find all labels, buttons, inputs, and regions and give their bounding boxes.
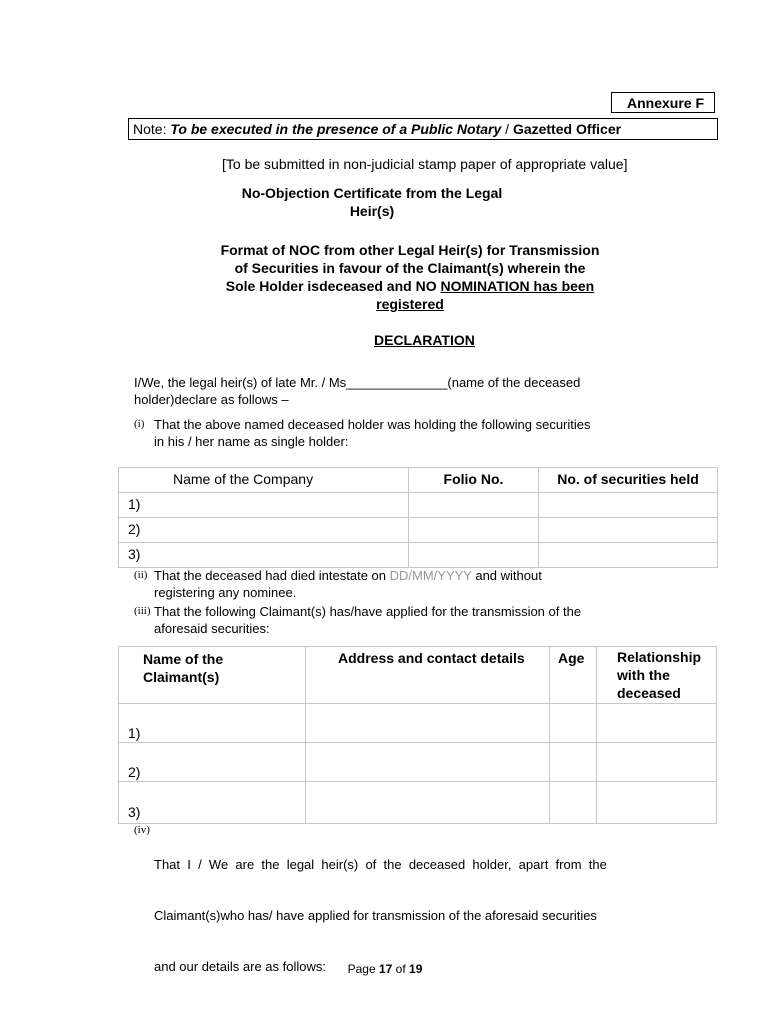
table-row <box>119 743 717 782</box>
page-footer <box>0 962 770 976</box>
row-number: 3) <box>119 543 409 568</box>
row-number: 2) <box>119 743 306 782</box>
row-number: 1) <box>119 704 306 743</box>
item-iv-line3: and our details are as follows: <box>154 959 326 974</box>
row-number: 2) <box>119 518 409 543</box>
intro-line2: holder)declare as follows – <box>134 392 289 407</box>
item-ii-post: and without <box>471 568 542 583</box>
table-row <box>119 518 718 543</box>
securities-cell[interactable] <box>539 493 718 518</box>
certificate-title <box>232 184 512 220</box>
format-title-line3 <box>205 277 615 295</box>
item-i <box>134 416 634 452</box>
item-iii-number: (iii) <box>134 605 151 617</box>
claimant-table <box>118 646 717 824</box>
item-iii <box>134 603 634 639</box>
header-address: Address and contact details <box>306 647 550 704</box>
format-title-line2: of Securities in favour of the Claimant(s) wherein the <box>234 260 586 276</box>
intro-paragraph <box>134 374 634 408</box>
address-cell[interactable] <box>306 743 550 782</box>
folio-cell[interactable] <box>409 543 539 568</box>
page-word: Page <box>347 962 376 976</box>
declaration-heading: DECLARATION <box>374 332 475 348</box>
item-ii-pre: That the deceased had died intestate on <box>154 568 390 583</box>
item-iii-line2: aforesaid securities: <box>154 621 270 636</box>
of-word: of <box>395 962 406 976</box>
relationship-cell[interactable] <box>597 704 717 743</box>
certificate-title-line1: No-Objection Certificate from the Legal <box>241 185 503 201</box>
row-number: 1) <box>119 493 409 518</box>
item-iv-text <box>154 822 631 1009</box>
item-iii-line1: That the following Claimant(s) has/have applied for the transmission of the <box>154 604 582 619</box>
header-claimant-name <box>119 647 306 704</box>
item-i-line2: in his / her name as single holder: <box>154 434 349 449</box>
address-cell[interactable] <box>306 782 550 824</box>
age-cell[interactable] <box>550 743 597 782</box>
relationship-cell[interactable] <box>597 782 717 824</box>
format-title <box>205 241 615 313</box>
total-pages: 19 <box>409 962 423 976</box>
item-iv-number: (iv) <box>134 824 150 836</box>
table-row <box>119 782 717 824</box>
note-separator: / <box>505 121 510 137</box>
current-page: 17 <box>378 962 393 976</box>
relationship-cell[interactable] <box>597 743 717 782</box>
annexure-label: Annexure F <box>611 92 715 113</box>
row-number: 3) <box>119 782 306 824</box>
date-placeholder[interactable]: DD/MM/YYYY <box>389 568 472 583</box>
intro-line1: I/We, the legal heir(s) of late Mr. / Ms______________(name of the deceased <box>134 375 581 390</box>
age-cell[interactable] <box>550 782 597 824</box>
header-company-name: Name of the Company <box>119 468 409 493</box>
note-box <box>128 118 718 140</box>
header-claimant-name-text: Name of the Claimant(s) <box>143 651 224 685</box>
header-folio-no: Folio No. <box>409 468 539 493</box>
format-title-line4-underlined: registered <box>376 296 444 312</box>
address-cell[interactable] <box>306 704 550 743</box>
item-ii <box>134 567 634 603</box>
format-title-line3-pre: Sole Holder isdeceased and NO <box>225 278 441 294</box>
folio-cell[interactable] <box>409 518 539 543</box>
note-rest: Gazetted Officer <box>512 121 622 137</box>
stamp-paper-note: [To be submitted in non-judicial stamp paper of appropriate value] <box>222 156 628 172</box>
header-relationship <box>597 647 717 704</box>
format-title-line1: Format of NOC from other Legal Heir(s) for Transmission <box>220 242 600 258</box>
securities-header-row <box>119 468 718 493</box>
item-iv-line1: That I / We are the legal heir(s) of the deceased holder, apart from the <box>154 857 607 872</box>
item-iii-text <box>154 603 631 637</box>
table-row <box>119 704 717 743</box>
item-ii-line1 <box>154 567 631 584</box>
item-ii-line2: registering any nominee. <box>154 585 297 600</box>
header-securities-held: No. of securities held <box>539 468 718 493</box>
securities-cell[interactable] <box>539 518 718 543</box>
note-label: Note: <box>133 121 167 137</box>
item-i-text <box>154 416 631 450</box>
table-row <box>119 543 718 568</box>
format-title-line3-underlined: NOMINATION has been <box>440 278 595 294</box>
item-ii-text <box>154 567 631 601</box>
note-italic-text: To be executed in the presence of a Public Notary <box>170 121 502 137</box>
item-i-number: (i) <box>134 418 145 430</box>
item-iv-line2: Claimant(s)who has/ have applied for transmission of the aforesaid securities <box>154 908 597 923</box>
format-title-line4 <box>205 295 615 313</box>
header-relationship-text: Relationship with the deceased <box>617 649 702 701</box>
header-age: Age <box>550 647 597 704</box>
age-cell[interactable] <box>550 704 597 743</box>
folio-cell[interactable] <box>409 493 539 518</box>
certificate-title-line2: Heir(s) <box>349 203 395 219</box>
table-row <box>119 493 718 518</box>
securities-cell[interactable] <box>539 543 718 568</box>
securities-table <box>118 467 718 568</box>
item-i-line1: That the above named deceased holder was holding the following securities <box>154 417 591 432</box>
item-ii-number: (ii) <box>134 569 148 581</box>
claimant-header-row <box>119 647 717 704</box>
